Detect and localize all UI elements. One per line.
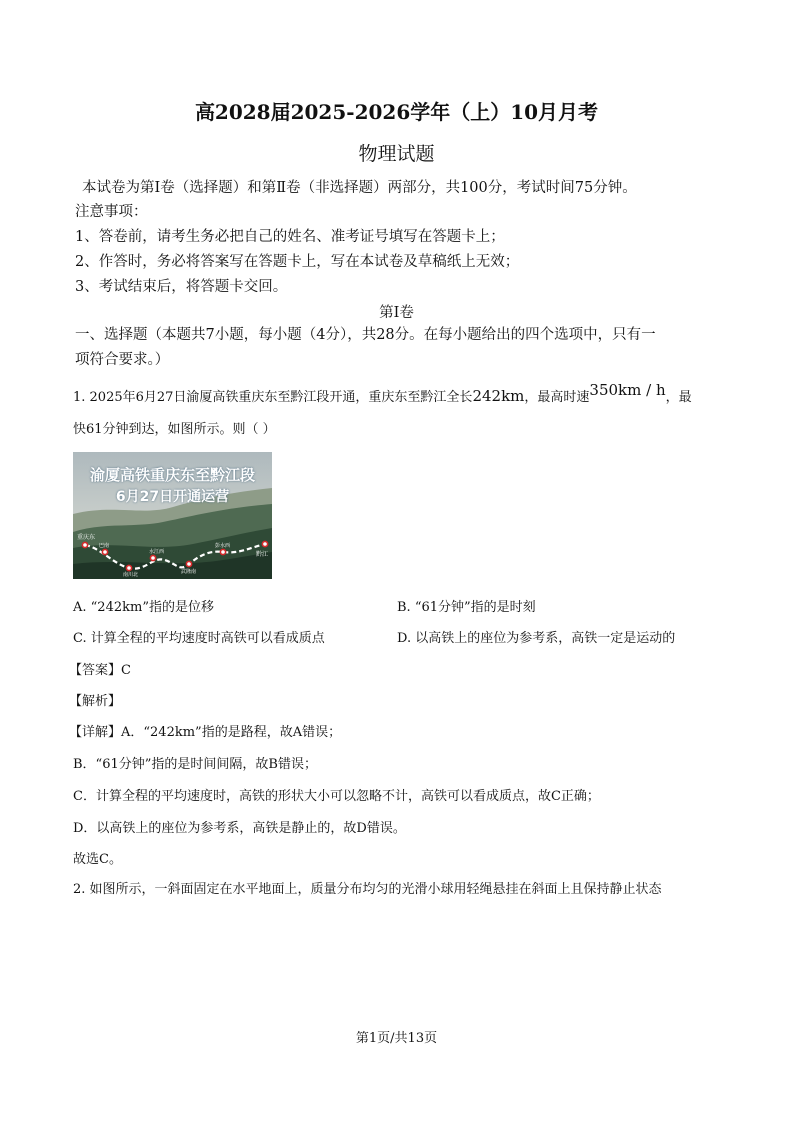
answer-line: 【答案】C [69, 663, 131, 678]
station-label: 水江西 [149, 549, 165, 555]
figure-headline-2: 6月27日开通运营 [115, 489, 230, 505]
figure-headline-1: 渝厦高铁重庆东至黔江段 [89, 466, 255, 484]
note-item: 3、考试结束后，将答题卡交回。 [75, 279, 288, 295]
part-heading-line2: 项符合要求。） [75, 352, 170, 368]
part-heading-line1: 一、选择题（本题共7小题，每小题（4分），共28分。在每小题给出的四个选项中，只有一 [75, 327, 656, 343]
question-1-stem-line2: 快61分钟到达，如图所示。则（ ） [73, 422, 276, 437]
station-label: 武隆南 [181, 569, 197, 575]
railway-opening-figure [73, 452, 272, 579]
question-2-stem: 2. 如图所示，一斜面固定在水平地面上，质量分布均匀的光滑小球用轻绳悬挂在斜面上且保持静止状态 [73, 882, 662, 897]
station-label: 巴南 [99, 543, 110, 549]
speed-value: 350km / h [589, 381, 666, 399]
exam-subtitle: 物理试题 [358, 143, 435, 165]
option-d: D. 以高铁上的座位为参考系，高铁一定是运动的 [397, 631, 676, 646]
intro-line: 本试卷为第Ⅰ卷（选择题）和第Ⅱ卷（非选择题）两部分，共100分，考试时间75分钟。 [82, 180, 637, 196]
option-b: B. “61分钟”指的是时刻 [397, 600, 536, 615]
detail-line: D．以高铁上的座位为参考系，高铁是静止的，故D错误。 [73, 821, 406, 836]
stem-text: ，最高时速 [524, 390, 590, 405]
notes-heading: 注意事项： [75, 204, 148, 220]
station-label: 南川北 [123, 572, 139, 578]
detail-line: C．计算全程的平均速度时，高铁的形状大小可以忽略不计，高铁可以看成质点，故C正确； [73, 789, 600, 804]
question-1-stem [73, 381, 692, 405]
option-c: C. 计算全程的平均速度时高铁可以看成质点 [73, 631, 325, 646]
analysis-heading: 【解析】 [69, 694, 122, 709]
station-label: 重庆东 [77, 534, 96, 541]
note-item: 2、作答时，务必将答案写在答题卡上，写在本试卷及草稿纸上无效； [75, 254, 520, 270]
note-item: 1、答卷前，请考生务必把自己的姓名、准考证号填写在答题卡上； [75, 229, 505, 245]
option-a: A. “242km”指的是位移 [73, 600, 214, 615]
stem-text: ，最 [665, 390, 692, 405]
conclusion-line: 故选C。 [73, 852, 122, 867]
volume-heading: 第Ⅰ卷 [379, 305, 414, 321]
distance-value: 242km [472, 387, 525, 405]
station-label: 黔江 [256, 551, 269, 558]
stem-text: 1. 2025年6月27日渝厦高铁重庆东至黔江段开通，重庆东至黔江全长 [73, 390, 473, 405]
page-number: 第1页/共13页 [355, 1031, 438, 1046]
detail-line: 【详解】A．“242km”指的是路程，故A错误； [69, 725, 342, 740]
detail-line: B．“61分钟”指的是时间间隔，故B错误； [73, 757, 317, 772]
exam-title: 高2028届2025-2026学年（上）10月月考 [194, 100, 599, 124]
station-label: 彭水西 [215, 543, 231, 549]
